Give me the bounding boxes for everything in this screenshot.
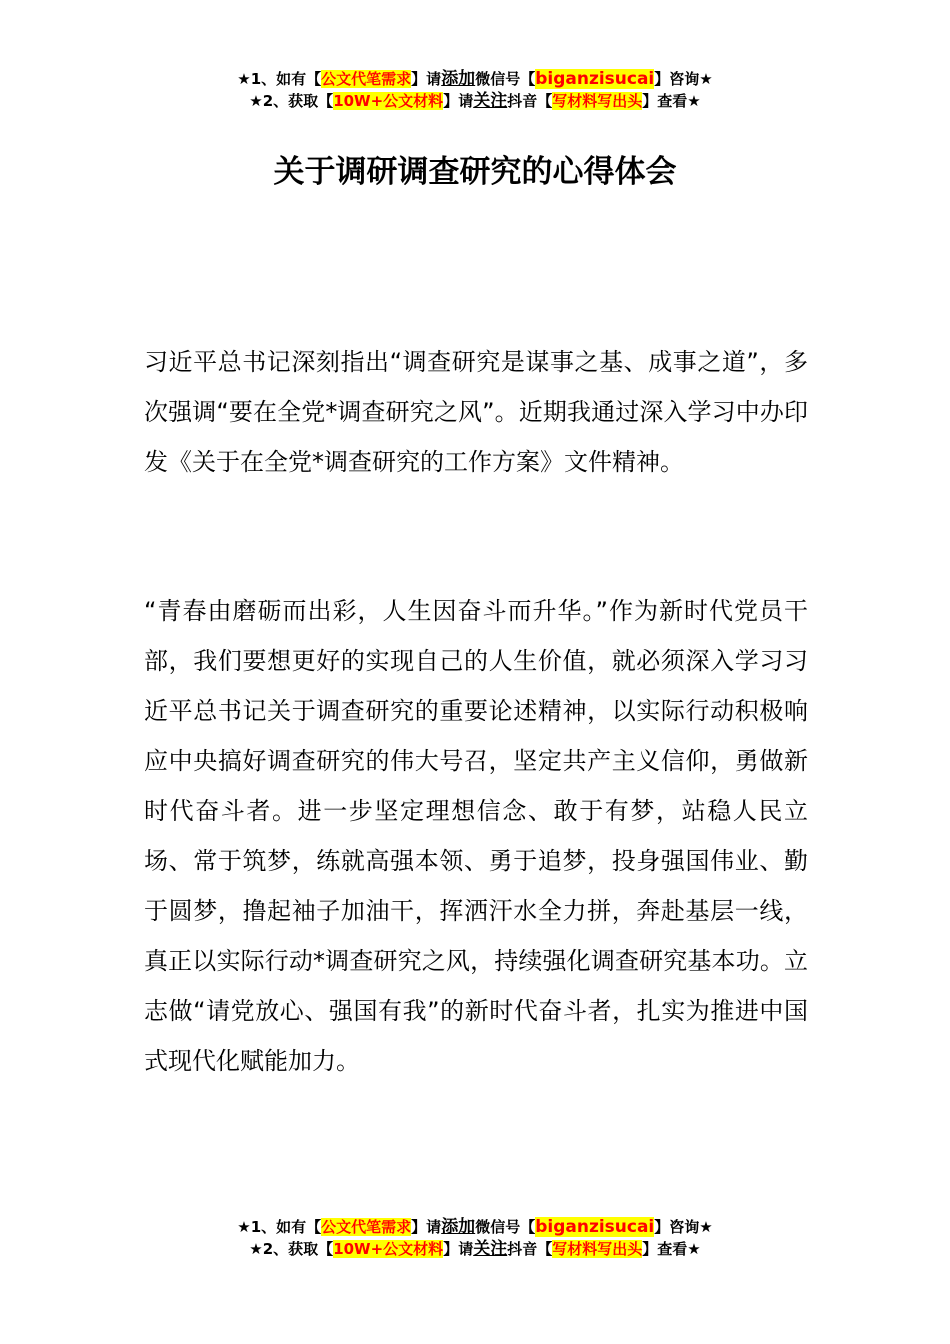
star-icon: ★ xyxy=(699,70,713,88)
document-title: 关于调研调查研究的心得体会 xyxy=(273,154,677,190)
underlined-add: 添加 xyxy=(441,69,476,89)
banner-text: 抖音【 xyxy=(507,92,553,110)
highlight-wechat-id: biganzisucai xyxy=(535,69,655,89)
highlight-douyin-account: 写材料写出头 xyxy=(552,1240,643,1258)
header-banner xyxy=(0,68,950,112)
banner-text: 】请 xyxy=(411,70,442,88)
paragraph-2: “青春由磨砺而出彩，人生因奋斗而升华。”作为新时代党员干部，我们要想更好的实现自己的人生价值，就必须深入学习习近平总书记关于调查研究的重要论述精神，以实际行动积极响应中央搞好调查研究的伟大号召，坚定共产主义信仰，勇做新时代奋斗者。进一步坚定理想信念、敢于有梦，站稳人民立场、常于筑梦，练就高强本领、勇于追梦，投身强国伟业、勤于圆梦，撸起袖子加油干，挥洒汗水全力拼，奔赴基层一线，真正以实际行动*调查研究之风，持续强化调查研究基本功。立志做“请党放心、强国有我”的新时代奋斗者，扎实为推进中国式现代化赋能加力。 xyxy=(144,597,808,1075)
highlight-ghostwriting: 公文代笔需求 xyxy=(321,70,412,88)
underlined-add: 添加 xyxy=(441,1217,476,1237)
banner-text: 微信号【 xyxy=(475,70,536,88)
star-icon: ★ xyxy=(249,92,263,110)
banner-text: 微信号【 xyxy=(475,1218,536,1236)
star-icon: ★ xyxy=(237,1218,251,1236)
highlight-ghostwriting: 公文代笔需求 xyxy=(321,1218,412,1236)
banner-text: 2、获取【 xyxy=(262,92,334,110)
star-icon: ★ xyxy=(237,70,251,88)
star-icon: ★ xyxy=(687,1240,701,1258)
banner-text: 2、获取【 xyxy=(262,1240,334,1258)
highlight-materials: 10W+公文材料 xyxy=(333,92,444,110)
banner-line-2 xyxy=(0,90,950,112)
underlined-follow: 关注 xyxy=(473,1239,508,1259)
banner-text: 】请 xyxy=(411,1218,442,1236)
paragraph-1: 习近平总书记深刻指出“调查研究是谋事之基、成事之道”，多次强调“要在全党*调查研究之风”。近期我通过深入学习中办印发《关于在全党*调查研究的工作方案》文件精神。 xyxy=(144,348,808,476)
banner-text: 1、如有【 xyxy=(250,70,322,88)
banner-line-1 xyxy=(0,1216,950,1238)
banner-text: 】请 xyxy=(443,92,474,110)
banner-line-2 xyxy=(0,1238,950,1260)
highlight-materials: 10W+公文材料 xyxy=(333,1240,444,1258)
banner-text: 】查看 xyxy=(642,92,688,110)
banner-text: 】查看 xyxy=(642,1240,688,1258)
footer-banner xyxy=(0,1216,950,1260)
banner-text: 1、如有【 xyxy=(250,1218,322,1236)
highlight-wechat-id: biganzisucai xyxy=(535,1217,655,1237)
star-icon: ★ xyxy=(249,1240,263,1258)
banner-text: 】请 xyxy=(443,1240,474,1258)
banner-line-1 xyxy=(0,68,950,90)
banner-text: 】咨询 xyxy=(654,70,700,88)
banner-text: 抖音【 xyxy=(507,1240,553,1258)
highlight-douyin-account: 写材料写出头 xyxy=(552,92,643,110)
star-icon: ★ xyxy=(687,92,701,110)
underlined-follow: 关注 xyxy=(473,91,508,111)
banner-text: 】咨询 xyxy=(654,1218,700,1236)
star-icon: ★ xyxy=(699,1218,713,1236)
